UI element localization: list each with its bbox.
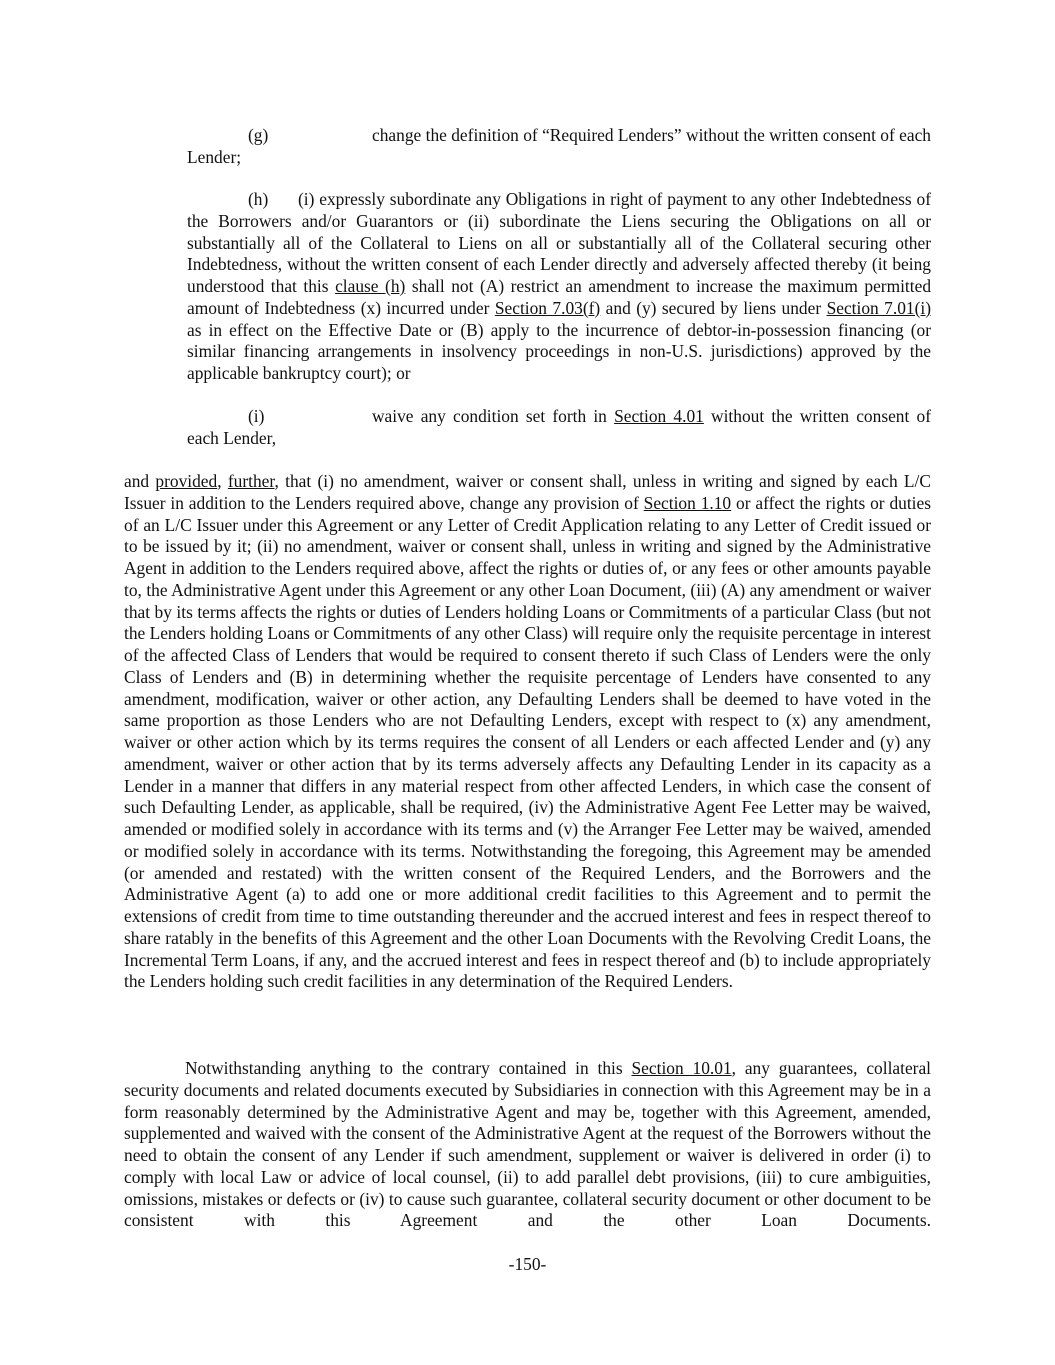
notwithstanding-paragraph [124, 1058, 931, 1232]
provided-lead: and [124, 471, 156, 491]
clause-h-text-3: and (y) secured by liens under [600, 297, 827, 318]
clause-i [187, 406, 931, 450]
clause-h-text-1: (i) expressly subordinate any Obligations in right of payment to any other Indebtedness of the Borrowers and/or Guarantors or (ii) subordinate the Liens securing the Obligations on all or substantially all of the Collateral to Liens on all or substantially all of the Collateral securing other Indebtedness, without the written consent of each Lender directly and adversely affected thereby (it being understood that this [187, 189, 931, 296]
further-term: further [227, 471, 275, 491]
clause-g-text: change the definition of “Required Lenders” without the written consent of each Lender; [187, 125, 931, 167]
provided-comma: , [217, 471, 228, 491]
section-7-01-i-reference: Section 7.01(i) [826, 297, 932, 318]
notwithstanding-text-1: Notwithstanding anything to the contrary contained in this [185, 1058, 632, 1078]
clause-h-text-2: shall not (A) restrict an amendment to increase the maximum permitted amount of Indebtedness (x) incurred under [187, 276, 932, 318]
clause-i-label: (i) [248, 406, 265, 426]
section-4-01-reference: Section 4.01 [614, 406, 704, 426]
clause-g-label: (g) [248, 125, 269, 145]
clause-h-text-4: as in effect on the Effective Date or (B) apply to the incurrence of debtor-in-possession financing (or similar financing arrangements in insolvency proceedings in non-U.S. jurisdictions) approved by the applicable bankruptcy court); or [187, 319, 931, 383]
provided-paragraph [124, 471, 931, 993]
clause-i-text-2: without the written consent of each Lender, [187, 406, 931, 448]
provided-text-1: , that (i) no amendment, waiver or consent shall, unless in writing and signed by each L/C Issuer in addition to the Lenders required above, change any provision of [124, 471, 931, 513]
clause-g [187, 125, 931, 169]
clause-h-reference: clause (h) [335, 276, 406, 296]
clause-h [187, 189, 931, 385]
section-1-10-reference: Section 1.10 [643, 492, 732, 513]
notwithstanding-text-2: , any guarantees, collateral security documents and related documents executed by Subsidiaries in connection with this Agreement may be in a form reasonably determined by the Administrative Agent and may be, together with this Agreement, amended, supplemented and waived with the consent of the Administrative Agent at the request of the Borrowers without the need to obtain the consent of any Lender if such amendment, supplement or waiver is delivered in order (i) to comply with local Law or advice of local counsel, (ii) to add parallel debt provisions, (iii) to cure ambiguities, omissions, mistakes or defects or (iv) to cause such guarantee, collateral security document or other document to be consistent with this Agreement and the other Loan Documents. [124, 1058, 932, 1231]
page-number: -150- [508, 1254, 547, 1274]
clause-i-text-1: waive any condition set forth in [372, 406, 615, 426]
provided-text-2: or affect the rights or duties of an L/C Issuer under this Agreement or any Letter of Credit Application relating to any Letter of Credit issued or to be issued by it; (ii) no amendment, waiver or consent shall, unless in writing and signed by the Administrative Agent in addition to the Lenders required above, affect the rights or duties of, or any fees or other amounts payable to, the Administrative Agent under this Agreement or any other Loan Document, (iii) (A) any amendment or waiver that by its terms affects the rights or duties of Lenders holding Loans or Commitments of a particular Class (but not the Lenders holding Loans or Commitments of any other Class) will require only the requisite percentage in interest of the affected Class of Lenders that would be required to consent thereto if such Class of Lenders were the only Class of Lenders and (B) in determining whether the requisite percentage of Lenders have consented to any amendment, modification, waiver or other action, any Defaulting Lenders shall be deemed to have voted in the same proportion as those Lenders who are not Defaulting Lenders, except with respect to (x) any amendment, waiver or other action which by its terms requires the consent of all Lenders or each affected Lender and (y) any amendment, waiver or other action that by its terms adversely affects any Defaulting Lender in its capacity as a Lender in a manner that differs in any material respect from other affected Lenders, in which case the consent of such Defaulting Lender, as applicable, shall be required, (iv) the Administrative Agent Fee Letter may be waived, amended or modified solely in accordance with its terms and (v) the Arranger Fee Letter may be waived, amended or modified solely in accordance with its terms. Notwithstanding the foregoing, this Agreement may be amended (or amended and restated) with the written consent of the Required Lenders, and the Borrowers and the Administrative Agent (a) to add one or more additional credit facilities to this Agreement and to permit the extensions of credit from time to time outstanding thereunder and the accrued interest and fees in respect thereof to share ratably in the benefits of this Agreement and the other Loan Documents with the Revolving Credit Loans, the Incremental Term Loans, if any, and the accrued interest and fees in respect thereof and (b) to include appropriately the Lenders holding such credit facilities in any determination of the Required Lenders. [124, 492, 932, 992]
section-10-01-reference: Section 10.01 [631, 1058, 732, 1078]
section-7-03-f-reference: Section 7.03(f) [494, 297, 601, 318]
clause-h-label: (h) [248, 189, 269, 209]
provided-term: provided [155, 471, 218, 491]
